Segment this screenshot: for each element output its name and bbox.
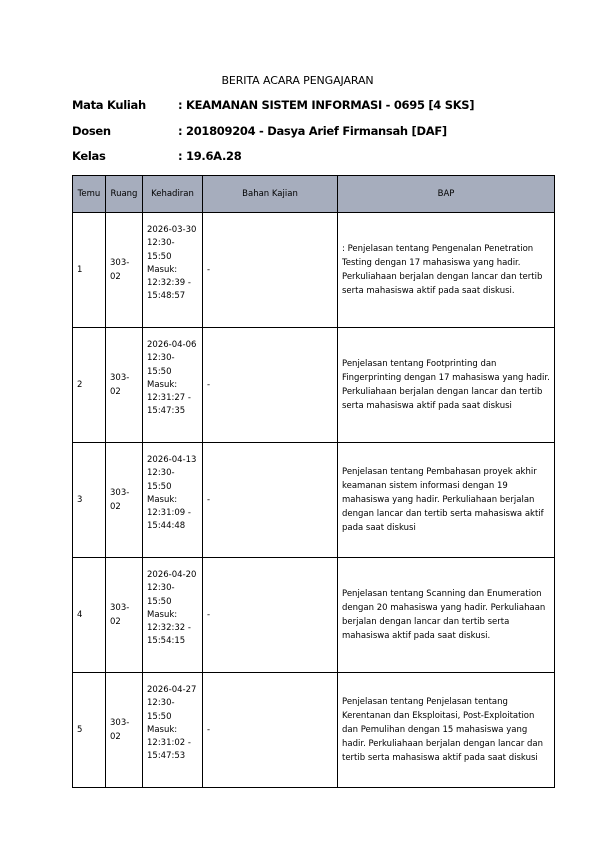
header-kehadiran: Kehadiran: [143, 176, 203, 213]
kehadiran-line: 2026-04-20: [147, 570, 197, 580]
meta-label: Mata Kuliah: [72, 98, 146, 112]
table-row: [73, 213, 555, 328]
kehadiran-line: 12:30-: [147, 698, 175, 709]
cell-kehadiran: [143, 328, 203, 443]
header-bap: BAP: [338, 176, 555, 213]
meta-label: Kelas: [72, 149, 106, 163]
kehadiran-line: 15:54:15: [147, 636, 186, 647]
ruang-line: 303-: [110, 718, 130, 728]
kehadiran-line: Masuk:: [147, 264, 178, 275]
cell-kehadiran: [143, 673, 203, 788]
cell-kehadiran: [143, 213, 203, 328]
cell-bap: Penjelasan tentang Penjelasan tentang Kerentanan dan Eksploitasi, Post-Exploitation dan Pemulihan dengan 15 mahasiswa yang hadir. Perkuliahaan berjalan dengan lancar dan tertib serta mahasiswa aktif pada saat diskusi: [338, 673, 555, 788]
cell-temu: 3: [73, 443, 106, 558]
cell-kehadiran: [143, 443, 203, 558]
meta-label: Dosen: [72, 124, 111, 138]
kehadiran-line: 12:31:02 -: [147, 738, 191, 749]
meta-value: : 201809204 - Dasya Arief Firmansah [DAF]: [178, 124, 447, 138]
kehadiran-line: 12:31:27 -: [147, 393, 191, 404]
cell-ruang: [106, 673, 143, 788]
kehadiran-line: 15:50: [147, 366, 172, 377]
cell-bahan-kajian: -: [203, 213, 338, 328]
header-temu: Temu: [73, 176, 106, 213]
header-bahan-kajian: Bahan Kajian: [203, 176, 338, 213]
cell-kehadiran: [143, 558, 203, 673]
kehadiran-line: 2026-04-13: [147, 455, 197, 465]
cell-ruang: [106, 558, 143, 673]
cell-ruang: [106, 328, 143, 443]
cell-bap: Penjelasan tentang Scanning dan Enumeration dengan 20 mahasiswa yang hadir. Perkuliahaan berjalan dengan lancar dan tertib serta mahasiswa aktif pada saat diskusi.: [338, 558, 555, 673]
kehadiran-line: 15:47:35: [147, 406, 186, 417]
cell-bap: Penjelasan tentang Footprinting dan Fingerprinting dengan 17 mahasiswa yang hadir. Perkuliahaan berjalan dengan lancar dan tertib serta mahasiswa aktif pada saat diskusi: [338, 328, 555, 443]
ruang-line: 303-: [110, 373, 130, 383]
cell-temu: 2: [73, 328, 106, 443]
cell-temu: 1: [73, 213, 106, 328]
kehadiran-line: 2026-04-06: [147, 340, 197, 350]
table-row: [73, 328, 555, 443]
ruang-line: 02: [110, 732, 121, 742]
ruang-line: 02: [110, 272, 121, 282]
table-row: [73, 673, 555, 788]
kehadiran-line: 12:32:32 -: [147, 623, 191, 634]
kehadiran-line: 15:47:53: [147, 751, 186, 762]
attendance-table: [72, 175, 555, 788]
ruang-line: 303-: [110, 603, 130, 613]
meta-value: : 19.6A.28: [178, 149, 242, 163]
table-row: [73, 558, 555, 673]
cell-bap: : Penjelasan tentang Pengenalan Penetration Testing dengan 17 mahasiswa yang hadir. Perkuliahaan berjalan dengan lancar dan tertib serta mahasiswa aktif pada saat diskusi.: [338, 213, 555, 328]
kehadiran-line: 12:30-: [147, 468, 175, 479]
kehadiran-line: 15:50: [147, 596, 172, 607]
cell-bap: Penjelasan tentang Pembahasan proyek akhir keamanan sistem informasi dengan 19 mahasiswa yang hadir. Perkuliahaan berjalan dengan lancar dan tertib serta mahasiswa aktif pada saat diskusi: [338, 443, 555, 558]
kehadiran-line: 2026-03-30: [147, 225, 197, 235]
kehadiran-line: 15:50: [147, 251, 172, 262]
cell-bahan-kajian: -: [203, 443, 338, 558]
document-title: BERITA ACARA PENGAJARAN: [221, 74, 374, 87]
ruang-line: 303-: [110, 258, 130, 268]
kehadiran-line: 2026-04-27: [147, 685, 197, 695]
table-header-row: [73, 176, 555, 213]
kehadiran-line: 12:31:09 -: [147, 508, 191, 519]
kehadiran-line: Masuk:: [147, 609, 178, 620]
kehadiran-line: 12:30-: [147, 238, 175, 249]
kehadiran-line: 15:50: [147, 481, 172, 492]
table-row: [73, 443, 555, 558]
kehadiran-line: 15:50: [147, 711, 172, 722]
cell-bahan-kajian: -: [203, 328, 338, 443]
kehadiran-line: Masuk:: [147, 494, 178, 505]
kehadiran-line: 12:32:39 -: [147, 278, 191, 289]
cell-temu: 4: [73, 558, 106, 673]
cell-bahan-kajian: -: [203, 673, 338, 788]
ruang-line: 02: [110, 617, 121, 627]
kehadiran-line: 12:30-: [147, 583, 175, 594]
kehadiran-line: 12:30-: [147, 353, 175, 364]
cell-bahan-kajian: -: [203, 558, 338, 673]
meta-value: : KEAMANAN SISTEM INFORMASI - 0695 [4 SKS]: [178, 98, 475, 112]
cell-temu: 5: [73, 673, 106, 788]
kehadiran-line: 15:44:48: [147, 521, 186, 532]
cell-ruang: [106, 213, 143, 328]
ruang-line: 303-: [110, 488, 130, 498]
ruang-line: 02: [110, 387, 121, 397]
ruang-line: 02: [110, 502, 121, 512]
kehadiran-line: Masuk:: [147, 724, 178, 735]
kehadiran-line: 15:48:57: [147, 291, 186, 302]
cell-ruang: [106, 443, 143, 558]
header-ruang: Ruang: [106, 176, 143, 213]
kehadiran-line: Masuk:: [147, 379, 178, 390]
